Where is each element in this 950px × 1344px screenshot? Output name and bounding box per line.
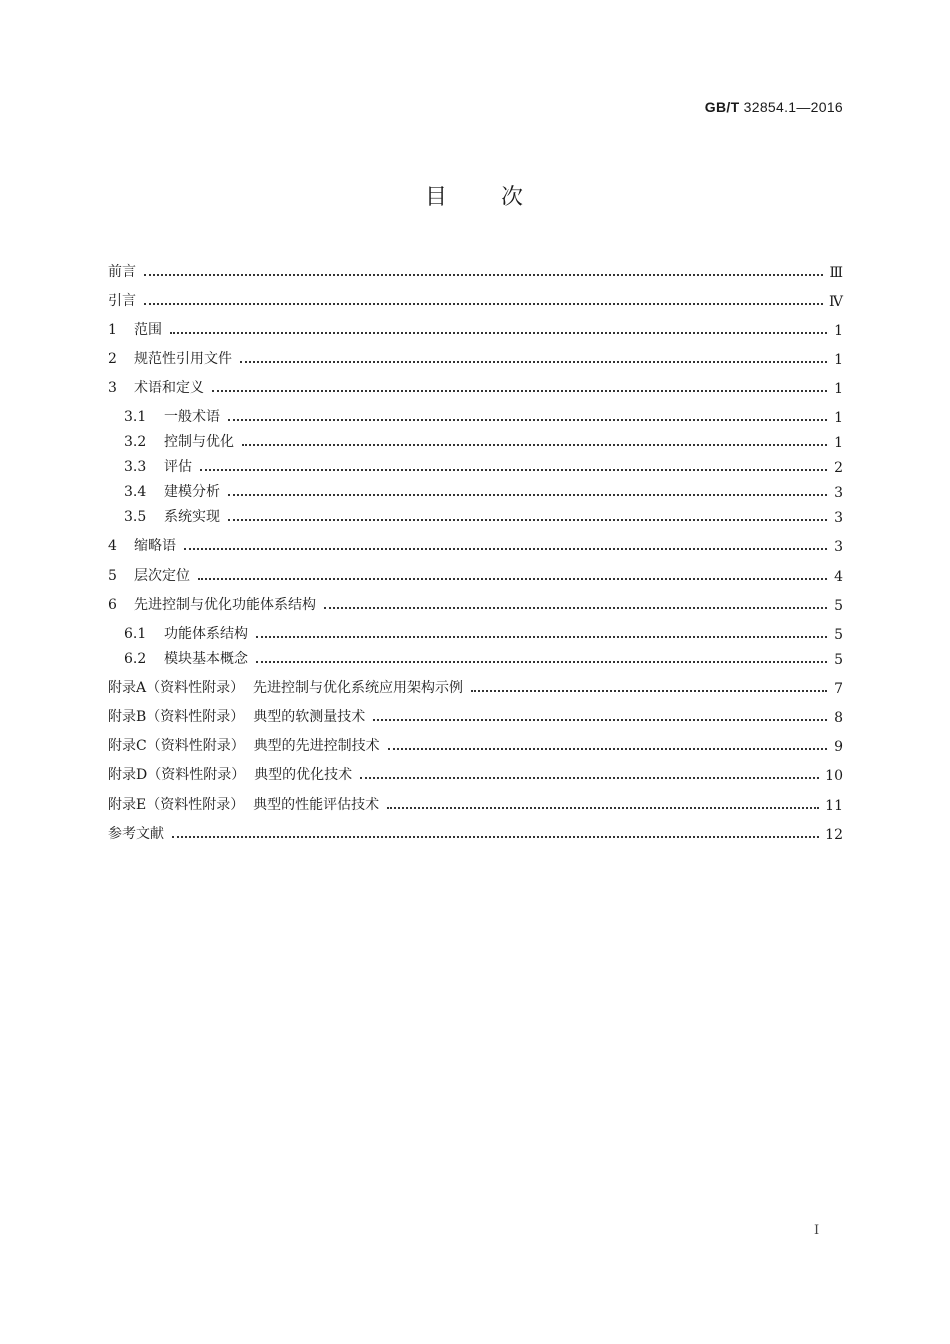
dot-leader — [200, 469, 827, 471]
toc-entry-3-4[interactable] — [124, 479, 843, 501]
toc-entry-page: 4 — [834, 569, 843, 585]
toc-entry-text: 引言 — [108, 293, 136, 309]
toc-entry-number: 3.5 — [124, 509, 147, 525]
dot-leader — [360, 777, 819, 779]
dot-leader — [324, 607, 827, 609]
dot-leader — [184, 548, 827, 550]
toc-entry-number: 6.1 — [124, 626, 147, 642]
dot-leader — [373, 719, 827, 721]
toc-entry-introduction[interactable] — [108, 288, 843, 310]
toc-entry-5[interactable] — [108, 563, 843, 585]
toc-entry-text: 术语和定义 — [134, 380, 204, 396]
toc-entry-6[interactable] — [108, 592, 843, 614]
dot-leader — [144, 303, 823, 305]
toc-entry-page: 10 — [825, 768, 843, 784]
toc-entry-page: 8 — [834, 710, 843, 726]
title-char-2: 次 — [501, 185, 526, 210]
toc-entry-text: 模块基本概念 — [164, 651, 248, 667]
toc-entry-3-1[interactable] — [124, 404, 843, 426]
toc-entry-page: Ⅲ — [829, 265, 843, 281]
toc-entry-appendix-b[interactable] — [108, 704, 843, 726]
dot-leader — [240, 361, 827, 363]
toc-entry-page: 1 — [834, 410, 843, 426]
standard-prefix: GB/T — [704, 99, 740, 115]
page-title — [0, 180, 950, 211]
toc-entry-page: 2 — [834, 460, 843, 476]
toc-entry-text: 前言 — [108, 264, 136, 280]
toc-entry-text: 建模分析 — [164, 484, 220, 500]
toc-entry-appendix-a[interactable] — [108, 675, 843, 697]
toc-entry-text: 层次定位 — [134, 568, 190, 584]
toc-entry-text: 功能体系结构 — [164, 626, 248, 642]
dot-leader — [228, 419, 827, 421]
standard-number — [705, 99, 843, 115]
toc-entry-number: 6 — [108, 597, 117, 613]
toc-entry-text: 控制与优化 — [164, 434, 234, 450]
dot-leader — [256, 636, 827, 638]
toc-entry-3[interactable] — [108, 375, 843, 397]
dot-leader — [388, 748, 827, 750]
toc-entry-page: 5 — [834, 598, 843, 614]
toc-entry-appendix-e[interactable] — [108, 792, 843, 814]
dot-leader — [256, 661, 827, 663]
dot-leader — [172, 836, 819, 838]
toc-entry-page: 3 — [834, 539, 843, 555]
toc-entry-text: 附录B（资料性附录） 典型的软测量技术 — [108, 709, 366, 725]
toc-entry-number: 3.4 — [124, 484, 147, 500]
toc-entry-text: 附录D（资料性附录） 典型的优化技术 — [108, 767, 353, 783]
toc-entry-number: 6.2 — [124, 651, 147, 667]
toc-entry-text: 附录A（资料性附录） 先进控制与优化系统应用架构示例 — [108, 680, 464, 696]
title-char-1: 目 — [424, 185, 449, 210]
dot-leader — [170, 332, 827, 334]
toc-entry-page: 12 — [825, 827, 843, 843]
toc-entry-appendix-c[interactable] — [108, 733, 843, 755]
dot-leader — [144, 274, 823, 276]
toc-entry-page: 9 — [834, 739, 843, 755]
page-folio: I — [814, 1223, 820, 1238]
toc-entry-text: 一般术语 — [164, 409, 220, 425]
dot-leader — [228, 494, 827, 496]
toc-entry-number: 2 — [108, 351, 117, 367]
toc-entry-text: 评估 — [164, 459, 192, 475]
dot-leader — [198, 578, 827, 580]
toc-entry-foreword[interactable] — [108, 259, 843, 281]
toc-entry-text: 参考文献 — [108, 826, 164, 842]
toc-entry-number: 3.3 — [124, 459, 147, 475]
toc-entry-page: 1 — [834, 381, 843, 397]
toc-entry-6-2[interactable] — [124, 646, 843, 668]
toc-entry-page: 5 — [834, 652, 843, 668]
toc-entry-number: 3.2 — [124, 434, 147, 450]
toc-entry-2[interactable] — [108, 346, 843, 368]
toc-entry-3-3[interactable] — [124, 454, 843, 476]
toc-entry-page: 3 — [834, 485, 843, 501]
toc-entry-number: 3 — [108, 380, 117, 396]
toc-entry-appendix-d[interactable] — [108, 762, 843, 784]
toc-entry-number: 3.1 — [124, 409, 147, 425]
toc-entry-text: 范围 — [134, 322, 162, 338]
toc-entry-page: 1 — [834, 352, 843, 368]
toc-entry-1[interactable] — [108, 317, 843, 339]
toc-entry-number: 4 — [108, 538, 117, 554]
toc-entry-text: 附录C（资料性附录） 典型的先进控制技术 — [108, 738, 380, 754]
dot-leader — [242, 444, 827, 446]
standard-code: 32854.1—2016 — [743, 99, 843, 115]
toc-entry-page: 11 — [825, 798, 843, 814]
toc-entry-3-5[interactable] — [124, 504, 843, 526]
toc-entry-page: 1 — [834, 435, 843, 451]
toc-entry-text: 系统实现 — [164, 509, 220, 525]
toc-entry-text: 规范性引用文件 — [134, 351, 232, 367]
toc-entry-text: 附录E（资料性附录） 典型的性能评估技术 — [108, 797, 380, 813]
toc-entry-text: 先进控制与优化功能体系结构 — [134, 597, 316, 613]
toc-entry-page: 7 — [834, 681, 843, 697]
toc-entry-number: 1 — [108, 322, 117, 338]
toc-entry-page: Ⅳ — [829, 294, 843, 310]
toc-entry-page: 3 — [834, 510, 843, 526]
toc-entry-4[interactable] — [108, 533, 843, 555]
dot-leader — [471, 690, 827, 692]
toc-entry-page: 5 — [834, 627, 843, 643]
toc-entry-page: 1 — [834, 323, 843, 339]
toc-entry-text: 缩略语 — [134, 538, 176, 554]
dot-leader — [228, 519, 827, 521]
toc-entry-number: 5 — [108, 568, 117, 584]
toc-entry-6-1[interactable] — [124, 621, 843, 643]
dot-leader — [387, 807, 819, 809]
dot-leader — [212, 390, 827, 392]
toc-entry-3-2[interactable] — [124, 429, 843, 451]
toc-entry-references[interactable] — [108, 821, 843, 843]
